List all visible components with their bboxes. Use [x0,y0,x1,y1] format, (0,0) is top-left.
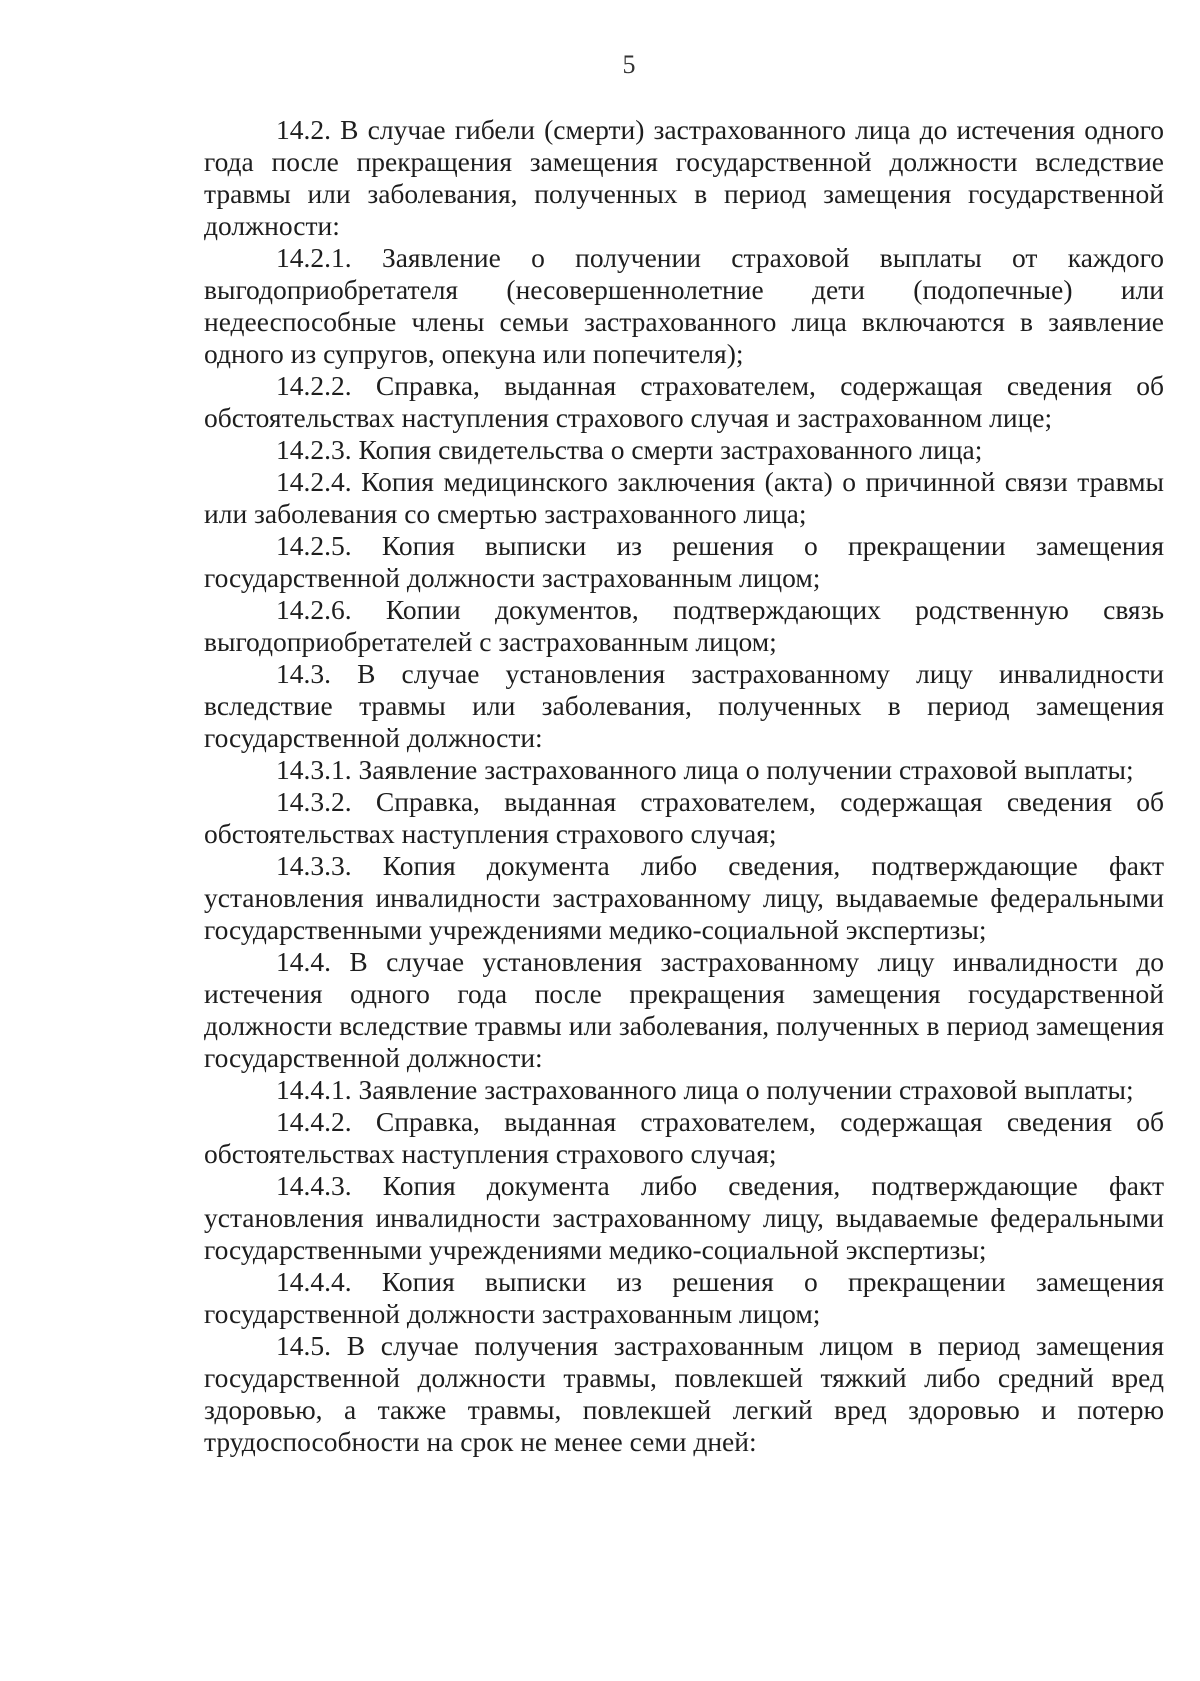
paragraph-14-3-2: 14.3.2. Справка, выданная страхователем, содержащая сведения об обстоятельствах наступления страхового случая; [204,786,1164,849]
paragraph-14-2-1: 14.2.1. Заявление о получении страховой выплаты от каждого выгодоприобретателя (несовершеннолетние дети (подопечные) или недееспособные члены семьи застрахованного лица включаются в заявление одного из супругов, опекуна или попечителя); [204,242,1164,369]
paragraph-14-2-2: 14.2.2. Справка, выданная страхователем, содержащая сведения об обстоятельствах наступления страхового случая и застрахованном лице; [204,370,1164,433]
paragraph-14-5: 14.5. В случае получения застрахованным лицом в период замещения государственной должности травмы, повлекшей тяжкий либо средний вред здоровью, а также травмы, повлекшей легкий вред здоровью и потерю трудоспособности на срок не менее семи дней: [204,1330,1164,1457]
paragraph-14-2-3: 14.2.3. Копия свидетельства о смерти застрахованного лица; [276,434,983,465]
page-number: 5 [622,50,636,79]
paragraph-14-2-5: 14.2.5. Копия выписки из решения о прекращении замещения государственной должности застрахованным лицом; [204,530,1164,593]
paragraph-14-4-4: 14.4.4. Копия выписки из решения о прекращении замещения государственной должности застрахованным лицом; [204,1266,1164,1329]
paragraph-14-4: 14.4. В случае установления застрахованному лицу инвалидности до истечения одного года после прекращения замещения государственной должности вследствие травмы или заболевания, полученных в период замещения государственной должности: [204,946,1164,1073]
paragraph-14-2-6: 14.2.6. Копии документов, подтверждающих родственную связь выгодоприобретателей с застрахованным лицом; [204,594,1164,657]
paragraph-14-3-1: 14.3.1. Заявление застрахованного лица о получении страховой выплаты; [276,754,1134,785]
paragraph-14-4-3: 14.4.3. Копия документа либо сведения, подтверждающие факт установления инвалидности застрахованному лицу, выдаваемые федеральными государственными учреждениями медико-социальной экспертизы; [204,1170,1164,1265]
document-body [204,114,1164,1458]
paragraph-14-2-4: 14.2.4. Копия медицинского заключения (акта) о причинной связи травмы или заболевания со смертью застрахованного лица; [204,466,1164,529]
paragraph-14-4-1: 14.4.1. Заявление застрахованного лица о получении страховой выплаты; [276,1074,1134,1105]
paragraph-14-4-2: 14.4.2. Справка, выданная страхователем, содержащая сведения об обстоятельствах наступления страхового случая; [204,1106,1164,1169]
paragraph-14-3: 14.3. В случае установления застрахованному лицу инвалидности вследствие травмы или заболевания, полученных в период замещения государственной должности: [204,658,1164,753]
paragraph-14-2: 14.2. В случае гибели (смерти) застрахованного лица до истечения одного года после прекращения замещения государственной должности вследствие травмы или заболевания, полученных в период замещения государственной должности: [204,114,1164,241]
paragraph-14-3-3: 14.3.3. Копия документа либо сведения, подтверждающие факт установления инвалидности застрахованному лицу, выдаваемые федеральными государственными учреждениями медико-социальной экспертизы; [204,850,1164,945]
